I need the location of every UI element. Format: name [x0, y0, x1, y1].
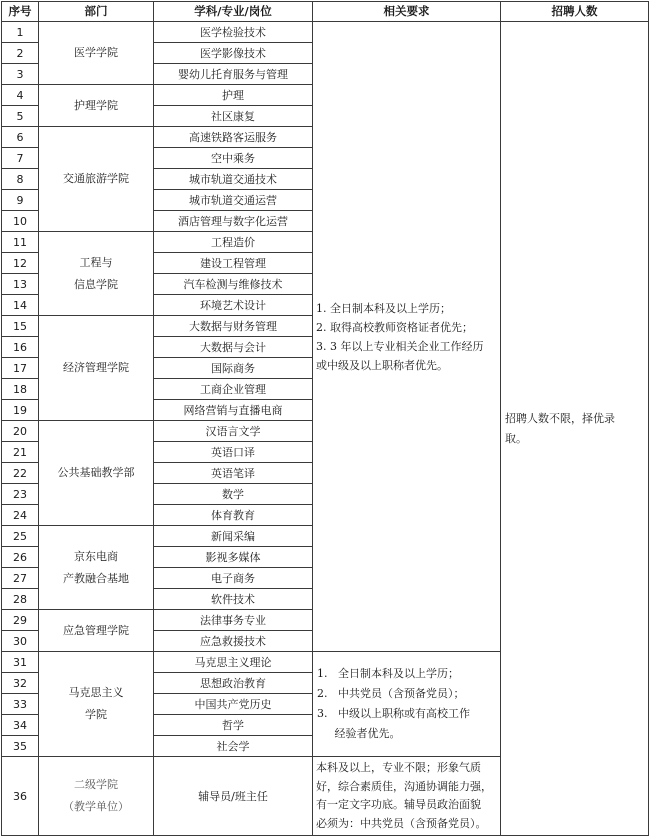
recruit-line: 取。 [505, 431, 527, 445]
major-cell: 体育教育 [154, 505, 313, 526]
major-cell: 马克思主义理论 [154, 652, 313, 673]
major-cell: 医学影像技术 [154, 43, 313, 64]
table-row [2, 22, 649, 43]
req-line: 或中级及以上职称者优先。 [316, 358, 448, 372]
major-cell: 数学 [154, 484, 313, 505]
requirements-group-2 [313, 652, 501, 757]
header-row [2, 2, 649, 22]
row-number: 34 [2, 715, 39, 736]
major-cell: 辅导员/班主任 [154, 757, 313, 836]
dept-line: （教学单位） [63, 800, 129, 813]
major-cell: 电子商务 [154, 568, 313, 589]
recruit-count-cell [501, 22, 649, 836]
row-number: 7 [2, 148, 39, 169]
row-number: 27 [2, 568, 39, 589]
major-cell: 汽车检测与维修技术 [154, 274, 313, 295]
dept-line: 产教融合基地 [63, 571, 129, 585]
major-cell: 新闻采编 [154, 526, 313, 547]
row-number: 24 [2, 505, 39, 526]
row-number: 18 [2, 379, 39, 400]
major-cell: 应急救援技术 [154, 631, 313, 652]
row-number: 16 [2, 337, 39, 358]
row-number: 14 [2, 295, 39, 316]
requirements-group-1 [313, 22, 501, 652]
req-line: 1. 全日制本科及以上学历； [317, 667, 459, 680]
row-number: 29 [2, 610, 39, 631]
row-number: 8 [2, 169, 39, 190]
dept-line: 京东电商 [74, 549, 118, 563]
row-number: 15 [2, 316, 39, 337]
row-number: 36 [2, 757, 39, 836]
dept-line: 二级学院 [74, 778, 118, 791]
major-cell: 社会学 [154, 736, 313, 757]
row-number: 17 [2, 358, 39, 379]
row-number: 30 [2, 631, 39, 652]
row-number: 32 [2, 673, 39, 694]
requirements-group-3 [313, 757, 501, 836]
major-cell: 空中乘务 [154, 148, 313, 169]
row-number: 22 [2, 463, 39, 484]
req-line: 2. 中共党员（含预备党员）； [317, 687, 465, 700]
header-count: 招聘人数 [501, 2, 649, 22]
row-number: 26 [2, 547, 39, 568]
dept-basic: 公共基础教学部 [39, 421, 154, 526]
major-cell: 英语口译 [154, 442, 313, 463]
major-cell: 婴幼儿托育服务与管理 [154, 64, 313, 85]
dept-jd-ecommerce [39, 526, 154, 610]
major-cell: 环境艺术设计 [154, 295, 313, 316]
row-number: 1 [2, 22, 39, 43]
row-number: 2 [2, 43, 39, 64]
major-cell: 影视多媒体 [154, 547, 313, 568]
major-cell: 城市轨道交通技术 [154, 169, 313, 190]
row-number: 25 [2, 526, 39, 547]
req-line: 3. 中级以上职称或有高校工作 [317, 707, 470, 720]
req-line: 1. 全日制本科及以上学历； [316, 301, 451, 315]
major-cell: 英语笔译 [154, 463, 313, 484]
row-number: 6 [2, 127, 39, 148]
major-cell: 思想政治教育 [154, 673, 313, 694]
major-cell: 网络营销与直播电商 [154, 400, 313, 421]
req-line: 2. 取得高校教师资格证者优先； [316, 320, 473, 334]
major-cell: 工商企业管理 [154, 379, 313, 400]
row-number: 5 [2, 106, 39, 127]
dept-emergency: 应急管理学院 [39, 610, 154, 652]
dept-transport: 交通旅游学院 [39, 127, 154, 232]
row-number: 10 [2, 211, 39, 232]
row-number: 33 [2, 694, 39, 715]
major-cell: 大数据与财务管理 [154, 316, 313, 337]
row-number: 11 [2, 232, 39, 253]
row-number: 31 [2, 652, 39, 673]
row-number: 35 [2, 736, 39, 757]
row-number: 13 [2, 274, 39, 295]
major-cell: 高速铁路客运服务 [154, 127, 313, 148]
req-line: 有一定文字功底。辅导员政治面貌 [316, 798, 481, 811]
dept-secondary [39, 757, 154, 836]
major-cell: 哲学 [154, 715, 313, 736]
dept-economics: 经济管理学院 [39, 316, 154, 421]
row-number: 3 [2, 64, 39, 85]
req-line: 经验者优先。 [317, 727, 401, 740]
dept-line: 学院 [85, 708, 107, 721]
major-cell: 医学检验技术 [154, 22, 313, 43]
row-number: 19 [2, 400, 39, 421]
major-cell: 护理 [154, 85, 313, 106]
major-cell: 法律事务专业 [154, 610, 313, 631]
dept-line: 信息学院 [74, 277, 118, 291]
major-cell: 大数据与会计 [154, 337, 313, 358]
row-number: 4 [2, 85, 39, 106]
req-line: 必须为：中共党员（含预备党员）。 [316, 816, 487, 830]
row-number: 20 [2, 421, 39, 442]
major-cell: 社区康复 [154, 106, 313, 127]
dept-line: 马克思主义 [68, 686, 124, 699]
header-requirements: 相关要求 [313, 2, 501, 22]
dept-engineering [39, 232, 154, 316]
header-seq: 序号 [2, 2, 39, 22]
dept-line: 工程与 [79, 255, 113, 269]
req-line: 本科及以上，专业不限；形象气质 [316, 761, 481, 774]
dept-nursing: 护理学院 [39, 85, 154, 127]
header-major: 学科/专业/岗位 [154, 2, 313, 22]
row-number: 21 [2, 442, 39, 463]
dept-medical: 医学学院 [39, 22, 154, 85]
major-cell: 建设工程管理 [154, 253, 313, 274]
recruit-line: 招聘人数不限，择优录 [505, 411, 615, 425]
row-number: 23 [2, 484, 39, 505]
header-dept: 部门 [39, 2, 154, 22]
row-number: 12 [2, 253, 39, 274]
major-cell: 国际商务 [154, 358, 313, 379]
major-cell: 酒店管理与数字化运营 [154, 211, 313, 232]
major-cell: 工程造价 [154, 232, 313, 253]
major-cell: 汉语言文学 [154, 421, 313, 442]
row-number: 28 [2, 589, 39, 610]
req-line: 3. 3 年以上专业相关企业工作经历 [316, 339, 484, 353]
major-cell: 城市轨道交通运营 [154, 190, 313, 211]
major-cell: 软件技术 [154, 589, 313, 610]
dept-marxism [39, 652, 154, 757]
recruitment-table [1, 1, 649, 836]
major-cell: 中国共产党历史 [154, 694, 313, 715]
req-line: 好，综合素质佳，沟通协调能力强， [316, 779, 492, 793]
row-number: 9 [2, 190, 39, 211]
